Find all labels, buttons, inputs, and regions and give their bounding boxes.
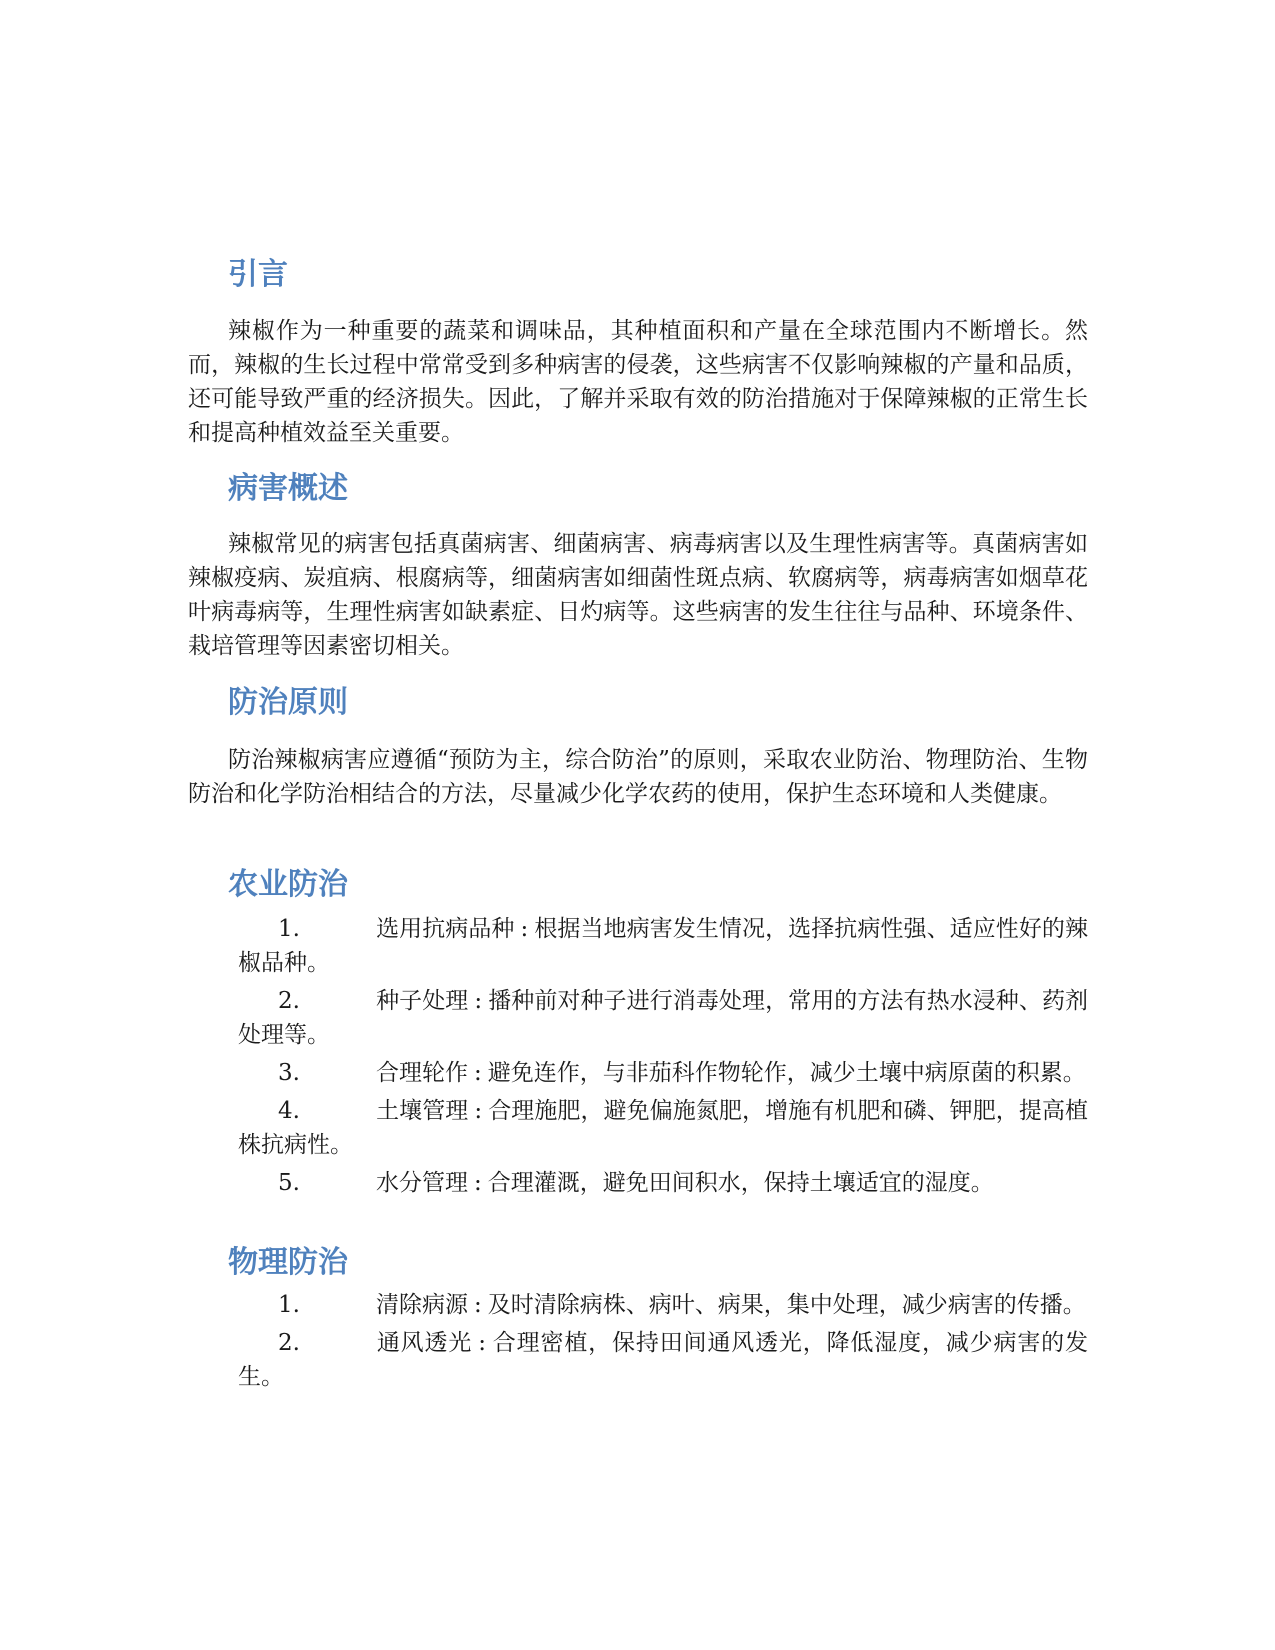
list-physical xyxy=(238,1288,1088,1398)
list-item: 5. 水分管理 : 合理灌溉，避免田间积水，保持土壤适宜的湿度。 xyxy=(238,1166,1088,1200)
item-text: 合理灌溉，避免田间积水，保持土壤适宜的湿度。 xyxy=(487,1170,994,1196)
item-text: 及时清除病株、病叶、病果，集中处理，减少病害的传播。 xyxy=(487,1292,1086,1318)
item-number: 3. xyxy=(278,1060,300,1086)
item-title: 清除病源 xyxy=(376,1292,468,1318)
item-title: 种子处理 xyxy=(376,988,469,1014)
item-number: 1. xyxy=(278,1292,300,1318)
list-item: 1. 清除病源 : 及时清除病株、病叶、病果，集中处理，减少病害的传播。 xyxy=(238,1288,1088,1322)
list-item: 2. 通风透光 : 合理密植，保持田间通风透光，降低湿度，减少病害的发生。 xyxy=(238,1326,1088,1394)
paragraph-intro: 辣椒作为一种重要的蔬菜和调味品，其种植面积和产量在全球范围内不断增长。然而，辣椒的生长过程中常常受到多种病害的侵袭，这些病害不仅影响辣椒的产量和品质，还可能导致严重的经济损失。因此，了解并采取有效的防治措施对于保障辣椒的正常生长和提高种植效益至关重要。 xyxy=(188,318,1088,446)
item-number: 5. xyxy=(278,1170,300,1196)
item-number: 4. xyxy=(278,1098,300,1124)
paragraph-overview: 辣椒常见的病害包括真菌病害、细菌病害、病毒病害以及生理性病害等。真菌病害如辣椒疫病、炭疽病、根腐病等，细菌病害如细菌性斑点病、软腐病等，病毒病害如烟草花叶病毒病等，生理性病害如缺素症、日灼病等。这些病害的发生往往与品种、环境条件、栽培管理等因素密切相关。 xyxy=(188,531,1088,659)
list-item: 3. 合理轮作 : 避免连作，与非茄科作物轮作，减少土壤中病原菌的积累。 xyxy=(238,1056,1088,1090)
list-item: 2. 种子处理 : 播种前对种子进行消毒处理，常用的方法有热水浸种、药剂处理等。 xyxy=(238,984,1088,1052)
list-agricultural xyxy=(238,912,1088,1204)
item-text: 合理密植，保持田间通风透光，降低湿度，减少病害的发生。 xyxy=(238,1330,1089,1390)
item-title: 土壤管理 xyxy=(376,1098,469,1124)
heading-overview: 病害概述 xyxy=(228,471,348,506)
heading-agricultural: 农业防治 xyxy=(228,867,348,902)
list-item: 4. 土壤管理 : 合理施肥，避免偏施氮肥，增施有机肥和磷、钾肥，提高植株抗病性。 xyxy=(238,1094,1088,1162)
item-number: 1. xyxy=(278,916,300,942)
item-title: 合理轮作 xyxy=(376,1060,468,1086)
heading-intro: 引言 xyxy=(228,257,288,292)
paragraph-principles: 防治辣椒病害应遵循“预防为主，综合防治”的原则，采取农业防治、物理防治、生物防治和化学防治相结合的方法，尽量减少化学农药的使用，保护生态环境和人类健康。 xyxy=(188,747,1088,807)
item-title: 选用抗病品种 xyxy=(376,916,515,942)
item-number: 2. xyxy=(278,1330,300,1356)
heading-principles: 防治原则 xyxy=(228,685,348,720)
heading-physical: 物理防治 xyxy=(228,1245,348,1280)
item-text: 播种前对种子进行消毒处理，常用的方法有热水浸种、药剂处理等。 xyxy=(238,988,1089,1048)
item-text: 根据当地病害发生情况，选择抗病性强、适应性好的辣椒品种。 xyxy=(238,916,1089,976)
item-title: 通风透光 xyxy=(376,1330,473,1356)
item-number: 2. xyxy=(278,988,300,1014)
item-title: 水分管理 xyxy=(376,1170,468,1196)
item-text: 避免连作，与非茄科作物轮作，减少土壤中病原菌的积累。 xyxy=(487,1060,1086,1086)
list-item: 1. 选用抗病品种 : 根据当地病害发生情况，选择抗病性强、适应性好的辣椒品种。 xyxy=(238,912,1088,980)
item-text: 合理施肥，避免偏施氮肥，增施有机肥和磷、钾肥，提高植株抗病性。 xyxy=(238,1098,1089,1158)
